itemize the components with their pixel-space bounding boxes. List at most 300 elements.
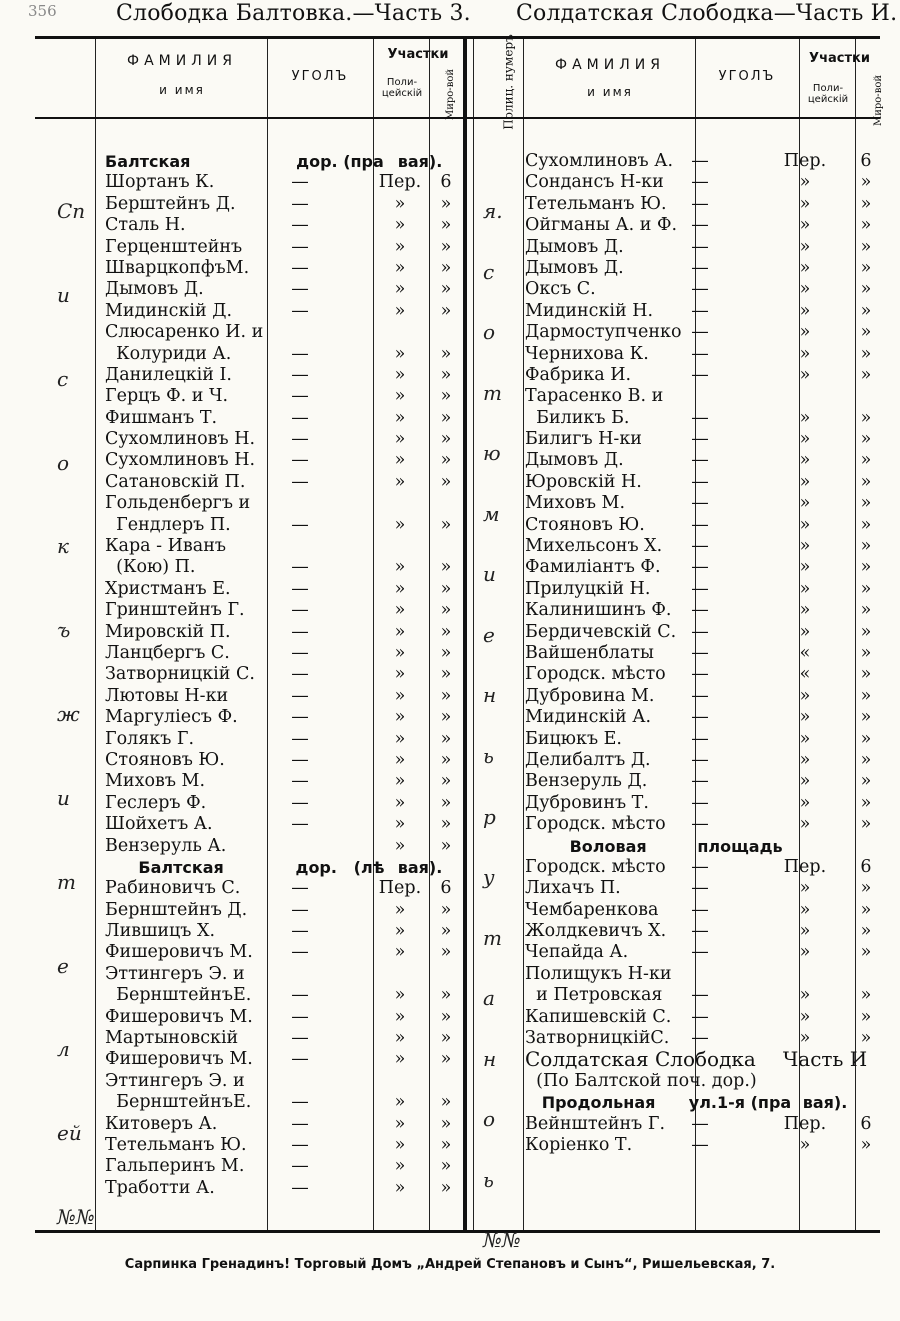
magistrate-district: » <box>860 557 872 578</box>
corner-value: — <box>291 600 309 621</box>
corner-value: — <box>291 771 309 792</box>
table-row <box>105 258 465 279</box>
corner-value: — <box>691 1006 709 1027</box>
table-row <box>105 900 465 921</box>
resident-name: Фабрика И. <box>525 364 632 385</box>
header-surname-left: ФАМИЛИЯ <box>127 53 237 69</box>
resident-name: Биликъ Б. <box>525 407 630 428</box>
magistrate-district: » <box>860 1006 872 1027</box>
police-district: » <box>394 985 406 1006</box>
section-heading <box>105 857 465 878</box>
police-district: » <box>394 343 406 364</box>
resident-name: Мартыновскій <box>105 1028 239 1049</box>
header-right: Солдатская Слободка—Часть И. <box>516 1 898 26</box>
magistrate-district: » <box>440 749 452 770</box>
table-row <box>105 472 465 493</box>
margin-letter: у <box>483 865 495 890</box>
resident-name: и Петровская <box>525 985 663 1006</box>
resident-name: Сухомлиновъ Н. <box>105 450 256 471</box>
magistrate-district: » <box>440 578 452 599</box>
police-district: » <box>799 536 811 557</box>
section-heading <box>525 1092 880 1113</box>
table-row <box>105 344 465 365</box>
margin-letter: и <box>483 562 496 587</box>
corner-value: — <box>291 621 309 642</box>
table-row <box>105 985 465 1006</box>
police-district: » <box>394 707 406 728</box>
police-district: » <box>394 429 406 450</box>
table-row <box>105 1114 465 1135</box>
police-district: » <box>394 621 406 642</box>
table-row <box>525 450 880 471</box>
magistrate-district: » <box>440 407 452 428</box>
corner-value: — <box>291 407 309 428</box>
table-row <box>525 1007 880 1028</box>
header-surname-right: ФАМИЛИЯ <box>555 57 665 73</box>
resident-name: Герценштейнъ <box>105 236 243 257</box>
corner-value: — <box>691 151 709 171</box>
police-district: Пер. <box>783 1113 827 1134</box>
resident-name: Сухомлиновъ А. <box>525 151 674 171</box>
magistrate-district: » <box>860 921 872 942</box>
corner-value: — <box>691 578 709 599</box>
resident-name: Маргуліесъ Ф. <box>105 707 238 728</box>
table-row <box>105 493 465 514</box>
magistrate-district: » <box>860 364 872 385</box>
margin-letter: т <box>483 380 502 405</box>
police-district: Часть И <box>782 1047 868 1072</box>
magistrate-district: » <box>860 749 872 770</box>
police-district: » <box>394 771 406 792</box>
magistrate-district: » <box>440 1049 452 1070</box>
corner-value: — <box>291 1113 309 1134</box>
resident-name: (По Балтской поч. дор.) <box>525 1070 757 1091</box>
table-row <box>105 279 465 300</box>
table-row <box>525 429 880 450</box>
corner-value: — <box>691 792 709 813</box>
police-district: » <box>394 1028 406 1049</box>
table-row <box>105 1071 465 1092</box>
table-row <box>105 1007 465 1028</box>
table-row <box>105 1178 465 1199</box>
resident-name: ЗатворницкійС. <box>525 1028 670 1049</box>
resident-name: Тетельманъ Ю. <box>525 193 667 214</box>
corner-value: дор. (пра <box>296 152 384 171</box>
resident-name: Стояновъ Ю. <box>525 514 645 535</box>
magistrate-district: » <box>860 236 872 257</box>
table-row <box>105 836 465 857</box>
resident-name: Вензеруль Д. <box>525 771 648 792</box>
magistrate-district: » <box>440 600 452 621</box>
police-district: » <box>799 728 811 749</box>
resident-name: Чембаренкова <box>525 899 659 920</box>
table-row <box>105 301 465 322</box>
police-district: » <box>394 386 406 407</box>
police-district: Пер. <box>378 172 422 193</box>
magistrate-district: » <box>860 193 872 214</box>
police-district: » <box>799 193 811 214</box>
table-row <box>525 729 880 750</box>
magistrate-district: » <box>860 899 872 920</box>
resident-name: Сухомлиновъ Н. <box>105 429 256 450</box>
resident-name: Лихачъ П. <box>525 878 621 899</box>
table-row <box>105 964 465 985</box>
table-row <box>105 1135 465 1156</box>
corner-value: — <box>291 1134 309 1155</box>
table-row <box>525 557 880 578</box>
corner-value: — <box>291 728 309 749</box>
directory-table <box>35 34 885 1253</box>
corner-value: — <box>691 942 709 963</box>
resident-name: Бернштейнъ Д. <box>105 899 248 920</box>
police-district: » <box>799 322 811 343</box>
resident-name: Жолдкевичъ Х. <box>525 921 667 942</box>
magistrate-district: » <box>440 921 452 942</box>
police-district: » <box>799 985 811 1006</box>
table-row <box>105 408 465 429</box>
magistrate-district: » <box>440 1134 452 1155</box>
corner-value: — <box>691 642 709 663</box>
margin-letter: н <box>483 1046 497 1071</box>
resident-name: Гальперинъ М. <box>105 1156 245 1177</box>
table-row <box>525 408 880 429</box>
margin-letter: м <box>483 501 500 526</box>
police-district: » <box>799 1028 811 1049</box>
resident-name: Ланцбергъ С. <box>105 642 230 663</box>
resident-name: Билигъ Н-ки <box>525 429 642 450</box>
resident-name: Миховъ М. <box>525 493 626 514</box>
corner-value: — <box>291 300 309 321</box>
corner-value: — <box>291 172 309 193</box>
police-district: » <box>394 921 406 942</box>
magistrate-district: » <box>440 985 452 1006</box>
resident-name: Ойгманы А. и Ф. <box>525 215 678 236</box>
magistrate-district: » <box>860 1028 872 1049</box>
corner-value: — <box>691 814 709 835</box>
magistrate-district: » <box>440 193 452 214</box>
resident-name: Берштейнъ Д. <box>105 193 236 214</box>
table-row <box>525 921 880 942</box>
resident-name: Городск. мѣсто <box>525 664 666 685</box>
resident-name: Сондансъ Н-ки <box>525 172 664 193</box>
corner-value: — <box>291 664 309 685</box>
table-row <box>525 386 880 407</box>
table-row <box>525 664 880 685</box>
magistrate-district: » <box>440 471 452 492</box>
table-row <box>105 215 465 236</box>
resident-name: Фишманъ Т. <box>105 407 218 428</box>
table-row <box>105 600 465 621</box>
corner-value: — <box>291 257 309 278</box>
table-row <box>105 1028 465 1049</box>
magistrate-district: 6 <box>440 172 452 193</box>
magistrate-district: » <box>860 471 872 492</box>
header-corner-left: УГОЛЪ <box>291 69 349 84</box>
corner-value: — <box>691 685 709 706</box>
margin-letter: ю <box>483 441 501 466</box>
magistrate-district: » <box>440 279 452 300</box>
magistrate-district: » <box>440 236 452 257</box>
police-district: » <box>394 1113 406 1134</box>
resident-name: Лившицъ Х. <box>105 921 216 942</box>
corner-value: — <box>691 621 709 642</box>
police-district: » <box>394 279 406 300</box>
left-column <box>105 151 465 1199</box>
resident-name: Михельсонъ Х. <box>525 536 663 557</box>
corner-value: — <box>291 685 309 706</box>
magistrate-district: » <box>860 215 872 236</box>
table-row <box>525 814 880 835</box>
police-district: » <box>799 685 811 706</box>
magistrate-district: » <box>440 1028 452 1049</box>
resident-name: Миховъ М. <box>105 771 206 792</box>
corner-value: — <box>691 536 709 557</box>
resident-name: Христманъ Е. <box>105 578 231 599</box>
footer-advertisement: Сарпинка Гренадинъ! Торговый Домъ „Андрей Степановъ и Сынъ“, Ришельевская, 7. <box>124 1257 776 1272</box>
table-row <box>525 344 880 365</box>
corner-value: — <box>291 450 309 471</box>
table-row <box>105 707 465 728</box>
corner-value: — <box>291 921 309 942</box>
magistrate-district: » <box>860 792 872 813</box>
corner-value: — <box>691 1134 709 1155</box>
header-police-right: Поли-цейскій <box>807 83 849 105</box>
margin-letter: Сп <box>57 199 86 223</box>
magistrate-district: » <box>440 257 452 278</box>
resident-name: Вайшенблаты <box>525 642 654 663</box>
resident-name: Бердичевскій С. <box>525 621 677 642</box>
police-district: вая). <box>397 857 443 877</box>
resident-name: Мировскій П. <box>105 621 231 642</box>
table-row <box>525 237 880 258</box>
corner-value: — <box>691 749 709 770</box>
resident-name: Затворницкій С. <box>105 664 255 685</box>
corner-value: — <box>691 921 709 942</box>
corner-value: — <box>291 471 309 492</box>
corner-value: — <box>291 642 309 663</box>
corner-value: площадь <box>697 836 783 856</box>
police-district: » <box>799 236 811 257</box>
resident-name: Эттингеръ Э. и <box>105 963 245 984</box>
table-row <box>105 536 465 557</box>
magistrate-district: 6 <box>860 1113 872 1134</box>
resident-name: Гендлеръ П. <box>105 514 231 535</box>
police-district: » <box>799 600 811 621</box>
resident-name: Фишеровичъ М. <box>105 942 253 963</box>
police-district: » <box>394 814 406 835</box>
magistrate-district: » <box>440 728 452 749</box>
table-row <box>525 900 880 921</box>
resident-name: Балтская <box>105 152 191 171</box>
magistrate-district: » <box>440 685 452 706</box>
table-row <box>105 793 465 814</box>
corner-value: — <box>691 557 709 578</box>
magistrate-district: » <box>860 578 872 599</box>
police-district: » <box>394 1177 406 1198</box>
margin-letter: ей <box>57 1121 82 1146</box>
magistrate-district: » <box>860 685 872 706</box>
magistrate-district: » <box>440 215 452 236</box>
police-district: » <box>394 215 406 236</box>
resident-name: Коріенко Т. <box>525 1134 633 1155</box>
margin-letter: с <box>483 259 495 284</box>
resident-name: Городск. мѣсто <box>525 814 666 835</box>
section-heading <box>525 836 880 857</box>
margin-letter: №№ <box>483 1228 521 1253</box>
magistrate-district: » <box>440 1006 452 1027</box>
corner-value: — <box>691 236 709 257</box>
corner-value: — <box>691 279 709 300</box>
table-row <box>105 878 465 899</box>
magistrate-district: » <box>860 257 872 278</box>
resident-name: Рабиновичъ С. <box>105 878 241 899</box>
margin-letter: е <box>57 953 69 978</box>
police-district: » <box>799 878 811 899</box>
magistrate-district: » <box>440 429 452 450</box>
magistrate-district: » <box>860 407 872 428</box>
magistrate-district: » <box>440 1156 452 1177</box>
margin-letter: л <box>57 1037 70 1062</box>
police-district: » <box>799 279 811 300</box>
section-heading <box>105 151 465 172</box>
police-district: » <box>394 450 406 471</box>
table-row <box>105 194 465 215</box>
header-magistrate-left: Миро-вой <box>445 68 457 121</box>
police-district: » <box>394 407 406 428</box>
margin-letter: с <box>57 366 69 391</box>
corner-value: — <box>691 471 709 492</box>
police-district: » <box>394 1049 406 1070</box>
table-row <box>525 942 880 963</box>
magistrate-district: » <box>440 664 452 685</box>
police-district: » <box>799 300 811 321</box>
resident-name: Прилуцкій Н. <box>525 578 651 599</box>
police-district: » <box>799 557 811 578</box>
table-row <box>525 579 880 600</box>
table-row <box>525 301 880 322</box>
corner-value: — <box>691 300 709 321</box>
magistrate-district: » <box>440 642 452 663</box>
police-district: » <box>799 771 811 792</box>
police-district: » <box>394 685 406 706</box>
police-district: вая). <box>802 1093 848 1113</box>
police-district: » <box>394 236 406 257</box>
magistrate-district: » <box>440 899 452 920</box>
corner-value: — <box>291 1177 309 1198</box>
corner-value: — <box>291 985 309 1006</box>
table-row <box>525 878 880 899</box>
resident-name: Гринштейнъ Г. <box>105 600 245 621</box>
table-row <box>105 643 465 664</box>
resident-name: Дымовъ Д. <box>525 450 624 471</box>
police-district: » <box>799 257 811 278</box>
table-row <box>105 172 465 193</box>
magistrate-district: » <box>860 600 872 621</box>
police-district: Пер. <box>378 878 422 899</box>
table-row <box>105 814 465 835</box>
corner-value: — <box>291 236 309 257</box>
magistrate-district: » <box>440 771 452 792</box>
table-row <box>105 515 465 536</box>
corner-value: — <box>691 364 709 385</box>
police-district: » <box>394 835 406 856</box>
margin-letter: ъ <box>57 618 71 643</box>
magistrate-district: » <box>860 942 872 963</box>
police-district: » <box>799 343 811 364</box>
police-district: » <box>799 814 811 835</box>
margin-letter: о <box>483 320 496 345</box>
table-row <box>525 151 880 172</box>
margin-letter: ь <box>483 1167 494 1192</box>
resident-name: Мидинскій А. <box>525 707 652 728</box>
resident-name: Полищукъ Н-ки <box>525 963 672 984</box>
corner-value: — <box>291 1092 309 1113</box>
resident-name: Чепайда А. <box>525 942 629 963</box>
police-district: » <box>394 514 406 535</box>
corner-value: — <box>291 899 309 920</box>
table-row <box>525 493 880 514</box>
police-district: » <box>799 792 811 813</box>
resident-name: Фишеровичъ М. <box>105 1049 253 1070</box>
table-row <box>525 985 880 1006</box>
table-row <box>525 707 880 728</box>
corner-value: — <box>291 578 309 599</box>
corner-value: — <box>291 1049 309 1070</box>
magistrate-district: » <box>440 707 452 728</box>
corner-value: — <box>691 664 709 685</box>
police-district: вая). <box>397 152 443 171</box>
table-row <box>525 643 880 664</box>
table-row <box>105 322 465 343</box>
police-district: » <box>799 749 811 770</box>
police-district: » <box>394 728 406 749</box>
magistrate-district: » <box>860 322 872 343</box>
magistrate-district: » <box>860 771 872 792</box>
resident-name: Оксъ С. <box>525 279 596 300</box>
resident-name: Мидинскій Н. <box>525 300 654 321</box>
magistrate-district: » <box>440 557 452 578</box>
corner-value: — <box>691 728 709 749</box>
resident-name: Данилецкій І. <box>105 364 232 385</box>
corner-value: — <box>291 557 309 578</box>
resident-name: Продольная <box>525 1093 656 1113</box>
magistrate-district: » <box>440 942 452 963</box>
resident-name: Дымовъ Д. <box>105 279 204 300</box>
resident-name: Мидинскій Д. <box>105 300 233 321</box>
police-district: » <box>799 514 811 535</box>
table-row <box>105 1049 465 1070</box>
table-row <box>105 664 465 685</box>
magistrate-district: » <box>860 279 872 300</box>
magistrate-district: » <box>440 835 452 856</box>
magistrate-district: » <box>860 814 872 835</box>
police-district: » <box>799 578 811 599</box>
magistrate-district: » <box>860 429 872 450</box>
table-row <box>105 557 465 578</box>
police-district: » <box>394 364 406 385</box>
table-row <box>525 1071 880 1092</box>
magistrate-district: » <box>860 728 872 749</box>
magistrate-district: » <box>860 172 872 193</box>
margin-letter: №№ <box>57 1205 95 1230</box>
table-row <box>105 686 465 707</box>
magistrate-district: » <box>860 878 872 899</box>
margin-letter: ж <box>57 702 80 727</box>
corner-value: — <box>291 1028 309 1049</box>
magistrate-district: » <box>440 300 452 321</box>
header-corner-right: УГОЛЪ <box>718 69 776 84</box>
magistrate-district: » <box>440 814 452 835</box>
